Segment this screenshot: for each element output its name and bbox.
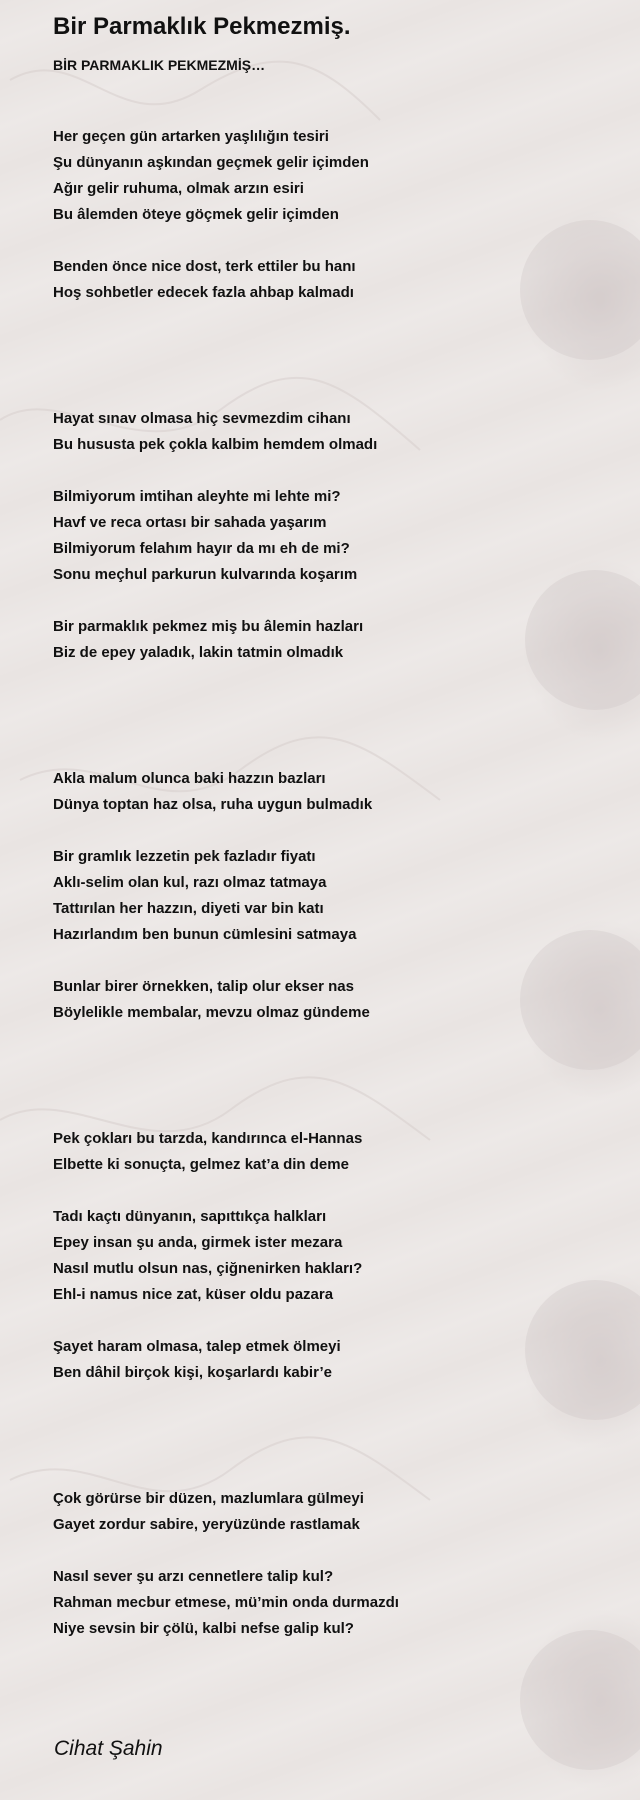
section-gap bbox=[53, 666, 613, 766]
poem-line: Böylelikle membalar, mevzu olmaz gündeme bbox=[53, 1004, 370, 1021]
poem-stanza bbox=[53, 1334, 613, 1386]
poem-stanza bbox=[53, 254, 613, 306]
poem-line: Her geçen gün artarken yaşlılığın tesiri bbox=[53, 128, 329, 145]
stanza-gap bbox=[53, 458, 613, 484]
poem-line: Ehl-i namus nice zat, küser oldu pazara bbox=[53, 1286, 334, 1303]
section-gap bbox=[53, 306, 613, 406]
section-gap bbox=[53, 1386, 613, 1486]
stanza-gap bbox=[53, 1178, 613, 1204]
poem-line: Niye sevsin bir çölü, kalbi nefse galip kul? bbox=[53, 1620, 354, 1637]
stanza-gap bbox=[53, 948, 613, 974]
poem-stanza bbox=[53, 1204, 613, 1308]
stanza-gap bbox=[53, 1308, 613, 1334]
poem-line: Dünya toptan haz olsa, ruha uygun bulmadık bbox=[53, 796, 373, 813]
poem-stanza bbox=[53, 974, 613, 1026]
poem-line: Aklı-selim olan kul, razı olmaz tatmaya bbox=[53, 874, 327, 891]
poem-line: Pek çokları bu tarzda, kandırınca el-Hannas bbox=[53, 1130, 363, 1147]
poem-line: Çok görürse bir düzen, mazlumlara gülmeyi bbox=[53, 1490, 364, 1507]
page-title: Bir Parmaklık Pekmezmiş. bbox=[53, 13, 351, 40]
poem-stanza bbox=[53, 406, 613, 458]
poem-stanza bbox=[53, 1564, 613, 1642]
poem-stanza bbox=[53, 766, 613, 818]
poem-line: Sonu meçhul parkurun kulvarında koşarım bbox=[53, 566, 358, 583]
poem-line: Rahman mecbur etmese, mü’min onda durmazdı bbox=[53, 1594, 399, 1611]
stanza-gap bbox=[53, 818, 613, 844]
poem-line: Benden önce nice dost, terk ettiler bu hanı bbox=[53, 258, 356, 275]
poem-line: Bu âlemden öteye göçmek gelir içimden bbox=[53, 206, 339, 223]
poem-line: Bu hususta pek çokla kalbim hemdem olmadı bbox=[53, 436, 378, 453]
poem-line: Tadı kaçtı dünyanın, sapıttıkça halkları bbox=[53, 1208, 327, 1225]
stanza-gap bbox=[53, 1538, 613, 1564]
poem-line: Bir parmaklık pekmez miş bu âlemin hazları bbox=[53, 618, 364, 635]
poem-line: Şu dünyanın aşkından geçmek gelir içimden bbox=[53, 154, 369, 171]
poem-body bbox=[53, 124, 613, 1642]
poem-line: Bunlar birer örnekken, talip olur ekser nas bbox=[53, 978, 354, 995]
author-name: Cihat Şahin bbox=[54, 1737, 163, 1760]
poem-line: Hayat sınav olmasa hiç sevmezdim cihanı bbox=[53, 410, 351, 427]
poem-line: Ağır gelir ruhuma, olmak arzın esiri bbox=[53, 180, 304, 197]
poem-line: Biz de epey yaladık, lakin tatmin olmadık bbox=[53, 644, 344, 661]
poem-line: Bilmiyorum felahım hayır da mı eh de mi? bbox=[53, 540, 350, 557]
poem-line: Nasıl sever şu arzı cennetlere talip kul? bbox=[53, 1568, 334, 1585]
poem-line: Bilmiyorum imtihan aleyhte mi lehte mi? bbox=[53, 488, 341, 505]
poem-line: Gayet zordur sabire, yeryüzünde rastlamak bbox=[53, 1516, 360, 1533]
poem-line: Nasıl mutlu olsun nas, çiğnenirken hakları? bbox=[53, 1260, 363, 1277]
poem-line: Akla malum olunca baki hazzın bazları bbox=[53, 770, 326, 787]
poem-line: Bir gramlık lezzetin pek fazladır fiyatı bbox=[53, 848, 316, 865]
poem-stanza bbox=[53, 484, 613, 588]
poem-line: Elbette ki sonuçta, gelmez kat’a din deme bbox=[53, 1156, 349, 1173]
poem-line: Tattırılan her hazzın, diyeti var bin katı bbox=[53, 900, 324, 917]
poem-line: Hoş sohbetler edecek fazla ahbap kalmadı bbox=[53, 284, 354, 301]
poem-subtitle: BİR PARMAKLIK PEKMEZMİŞ… bbox=[53, 57, 266, 73]
section-gap bbox=[53, 1026, 613, 1126]
poem-line: Havf ve reca ortası bir sahada yaşarım bbox=[53, 514, 327, 531]
poem-stanza bbox=[53, 1126, 613, 1178]
poem-stanza bbox=[53, 1486, 613, 1538]
stanza-gap bbox=[53, 588, 613, 614]
poem-line: Ben dâhil birçok kişi, koşarlardı kabir’e bbox=[53, 1364, 333, 1381]
poem-line: Epey insan şu anda, girmek ister mezara bbox=[53, 1234, 343, 1251]
poem-line: Hazırlandım ben bunun cümlesini satmaya bbox=[53, 926, 357, 943]
poem-stanza bbox=[53, 844, 613, 948]
poem-stanza bbox=[53, 614, 613, 666]
stanza-gap bbox=[53, 228, 613, 254]
poem-line: Şayet haram olmasa, talep etmek ölmeyi bbox=[53, 1338, 341, 1355]
poem-stanza bbox=[53, 124, 613, 228]
